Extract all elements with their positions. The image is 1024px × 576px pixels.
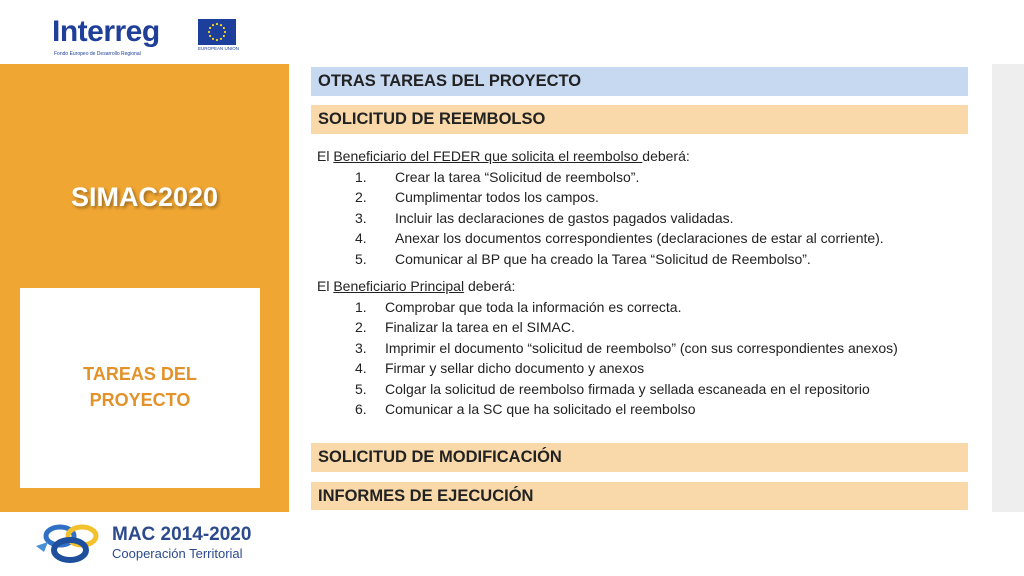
item-text: Comunicar a la SC que ha solicitado el reembolso (385, 401, 696, 417)
item-text: Cumplimentar todos los campos. (395, 189, 599, 205)
eu-label: EUROPEAN UNION (198, 46, 240, 51)
list-item (317, 399, 898, 420)
item-text: Finalizar la tarea en el SIMAC. (385, 319, 575, 335)
interreg-wordmark: Interreg (52, 15, 160, 48)
right-strip (992, 64, 1024, 512)
intro-underlined: Beneficiario del FEDER que solicita el reembolso (333, 148, 643, 164)
item-number: 2. (355, 319, 367, 335)
list-item (317, 167, 884, 188)
reembolso-intro (317, 146, 884, 167)
list-item (317, 317, 898, 338)
intro2-underlined: Beneficiario Principal (333, 278, 465, 294)
item-text: Imprimir el documento “solicitud de reembolso” (con sus correspondientes anexos) (385, 339, 898, 356)
solicitud-modificacion-bar: SOLICITUD DE MODIFICACIÓN (311, 443, 968, 472)
intro2-suffix: deberá: (464, 278, 516, 294)
list-item (317, 297, 898, 318)
intro2-prefix: El (317, 278, 334, 294)
mac-rings-icon (32, 520, 112, 568)
list-item (317, 358, 898, 379)
list-item (317, 379, 898, 400)
item-number: 3. (355, 339, 367, 356)
list-item (317, 249, 884, 270)
item-text: Colgar la solicitud de reembolso firmada y sellada escaneada en el repositorio (385, 380, 870, 397)
mac-subtitle: Cooperación Territorial (112, 546, 243, 561)
item-number: 5. (355, 250, 367, 267)
item-number: 4. (355, 360, 367, 376)
principal-steps-list (317, 297, 898, 420)
item-number: 2. (355, 189, 367, 205)
intro-suffix: deberá: (642, 148, 690, 164)
item-number: 3. (355, 209, 367, 226)
item-number: 5. (355, 380, 367, 397)
informes-ejecucion-bar: INFORMES DE EJECUCIÓN (311, 482, 968, 510)
item-number: 1. (355, 298, 367, 315)
section-label-box (20, 288, 260, 488)
reembolso-content (317, 146, 884, 269)
item-text: Firmar y sellar dicho documento y anexos (385, 360, 645, 376)
mac-title: MAC 2014-2020 (112, 524, 252, 545)
list-item (317, 228, 884, 249)
sidebar-title: SIMAC2020 (70, 182, 219, 212)
item-text: Comunicar al BP que ha creado la Tarea “Solicitud de Reembolso”. (395, 250, 811, 267)
interreg-logo (52, 16, 242, 60)
solicitud-reembolso-bar: SOLICITUD DE REEMBOLSO (311, 105, 968, 134)
item-text: Crear la tarea “Solicitud de reembolso”. (395, 168, 640, 185)
section-label-line1: TAREAS DEL (83, 364, 197, 384)
section-label-line2: PROYECTO (89, 390, 191, 410)
item-text: Incluir las declaraciones de gastos pagados validadas. (395, 209, 734, 226)
feder-steps-list (317, 167, 884, 270)
beneficiario-principal-content (317, 276, 898, 420)
item-number: 4. (355, 230, 367, 246)
sidebar-panel (0, 64, 289, 512)
principal-intro (317, 276, 898, 297)
item-text: Anexar los documentos correspondientes (declaraciones de estar al corriente). (395, 230, 884, 246)
intro-prefix: El (317, 148, 334, 164)
item-text: Comprobar que toda la información es correcta. (385, 298, 682, 315)
mac-logo (32, 520, 272, 568)
eu-flag-icon (198, 19, 236, 45)
list-item (317, 338, 898, 359)
list-item (317, 187, 884, 208)
otras-tareas-bar: OTRAS TAREAS DEL PROYECTO (311, 67, 968, 96)
list-item (317, 208, 884, 229)
interreg-subtitle: Fondo Europeo de Desarrollo Regional (54, 51, 141, 57)
item-number: 1. (355, 168, 367, 185)
item-number: 6. (355, 401, 367, 417)
section-label (20, 361, 260, 413)
